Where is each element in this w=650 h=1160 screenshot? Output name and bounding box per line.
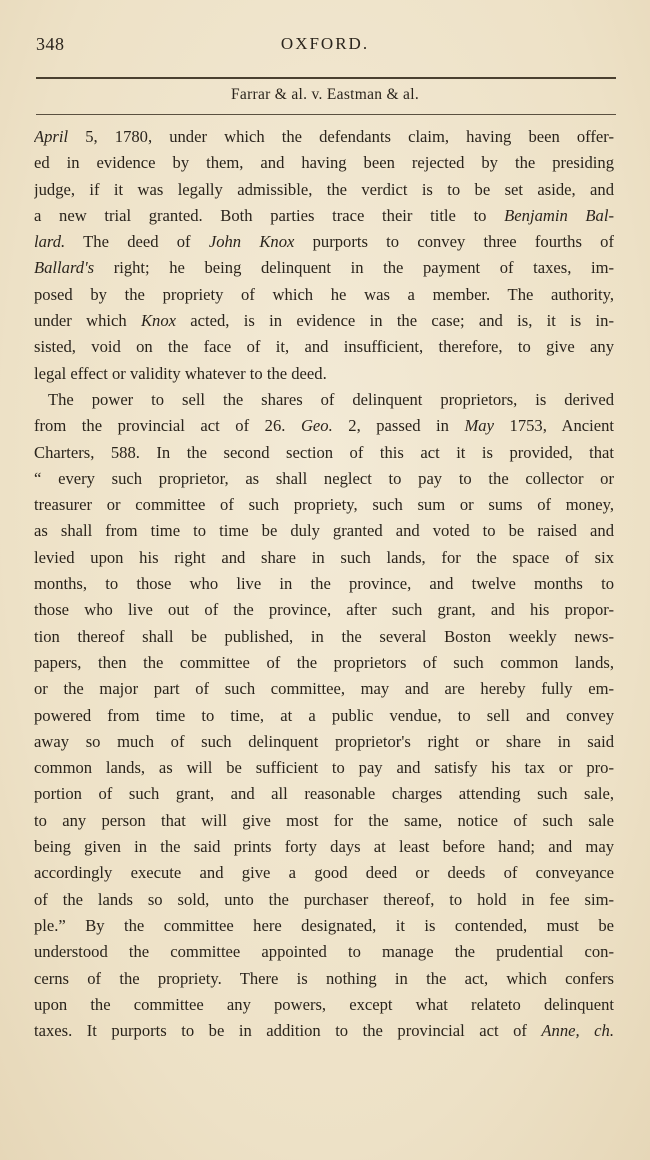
case-title: Farrar & al. v. Eastman & al. xyxy=(230,86,420,103)
text-line: those who live out of the province, after such grant, and his propor- xyxy=(34,600,614,620)
text-line: ed in evidence by them, and having been rejected by the presiding xyxy=(34,153,614,173)
text-line: lard. The deed of John Knox purports to convey three fourths of xyxy=(34,232,614,252)
body-text xyxy=(34,124,614,1044)
text-line: taxes. It purports to be in addition to the provincial act of Anne, ch. xyxy=(34,1021,614,1041)
text-line: tion thereof shall be published, in the several Boston weekly news- xyxy=(34,626,614,646)
text-line: judge, if it was legally admissible, the verdict is to be set aside, and xyxy=(34,179,614,199)
text-line: understood the committee appointed to manage the prudential con- xyxy=(34,942,614,962)
text-line: of the lands so sold, unto the purchaser thereof, to hold in fee sim- xyxy=(34,889,614,909)
text-line: papers, then the committee of the proprietors of such common lands, xyxy=(34,652,614,672)
text-line: cerns of the propriety. There is nothing in the act, which confers xyxy=(34,968,614,988)
header-rule-bottom xyxy=(36,114,616,115)
paragraph xyxy=(34,387,614,1044)
text-line: upon the committee any powers, except what relateto delinquent xyxy=(34,994,614,1014)
text-line: a new trial granted. Both parties trace their title to Benjamin Bal- xyxy=(34,205,614,225)
paragraph xyxy=(34,124,614,387)
text-line: posed by the propriety of which he was a member. The authority, xyxy=(34,284,614,304)
text-line: to any person that will give most for the same, notice of such sale xyxy=(34,810,614,830)
text-line: or the major part of such committee, may and are hereby fully em- xyxy=(34,679,614,699)
text-line: sisted, void on the face of it, and insufficient, therefore, to give any xyxy=(34,337,614,357)
text-line: April 5, 1780, under which the defendants claim, having been offer- xyxy=(34,127,614,146)
text-line: Charters, 588. In the second section of this act it is provided, that xyxy=(34,442,614,462)
text-line: accordingly execute and give a good deed or deeds of conveyance xyxy=(34,863,614,883)
text-line: legal effect or validity whatever to the deed. xyxy=(34,363,327,383)
text-line: being given in the said prints forty days at least before hand; and may xyxy=(34,837,614,857)
running-head xyxy=(0,30,650,60)
text-line: The power to sell the shares of delinquent proprietors, is derived xyxy=(48,389,614,409)
text-line: levied upon his right and share in such lands, for the space of six xyxy=(34,547,614,567)
running-title: OXFORD. xyxy=(280,34,370,53)
text-line: as shall from time to time be duly granted and voted to be raised and xyxy=(34,521,614,541)
text-line: Ballard's right; he being delinquent in the payment of taxes, im- xyxy=(34,258,614,278)
text-line: from the provincial act of 26. Geo. 2, passed in May 1753, Ancient xyxy=(34,416,614,436)
page-number: 348 xyxy=(36,34,65,54)
text-line: treasurer or committee of such propriety, such sum or sums of money, xyxy=(34,495,614,515)
text-line: months, to those who live in the province, and twelve months to xyxy=(34,574,614,594)
text-line: “ every such proprietor, as shall neglect to pay to the collector or xyxy=(34,468,614,488)
text-line: common lands, as will be sufficient to pay and satisfy his tax or pro- xyxy=(34,758,614,778)
header-rule-top xyxy=(36,77,616,79)
text-line: away so much of such delinquent proprietor's right or share in said xyxy=(34,731,614,751)
text-line: ple.” By the committee here designated, it is contended, must be xyxy=(34,915,614,935)
text-line: under which Knox acted, is in evidence in the case; and is, it is in- xyxy=(34,311,614,331)
text-line: powered from time to time, at a public vendue, to sell and convey xyxy=(34,705,614,725)
text-line: portion of such grant, and all reasonable charges attending such sale, xyxy=(34,784,614,804)
